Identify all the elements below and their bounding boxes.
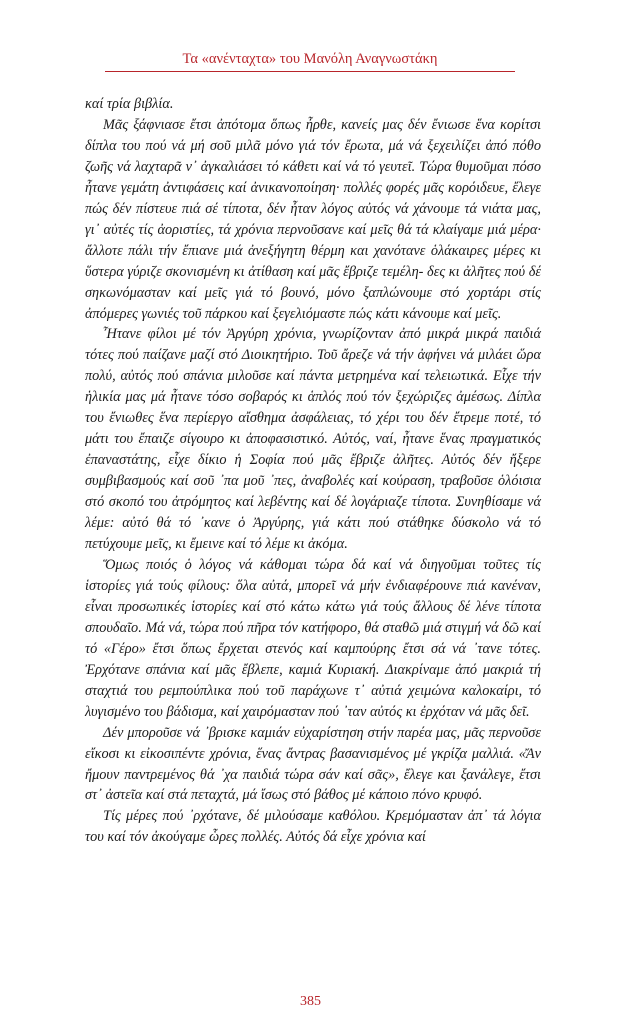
- running-title: Τα «ανένταχτα» του Μανόλη Αναγνωστάκη: [182, 51, 438, 67]
- paragraph: Ὅμως ποιός ὁ λόγος νά κάθομαι τώρα δά καί νά διηγοῦμαι τοῦτες τίς ἱστορίες γιά τούς φίλους: ὅλα αὐτά, μπορεῖ νά μήν ἐνδιαφέρουνε πιά κανέναν, εἶναι προσωπικές ἱστορίες καί στό κάτω κάτω γιά τούς ἄλλους δέ λένε τίποτα σπουδαῖο. Μά νά, τώρα πού πῆρα τόν κατήφορο, θά σταθῶ μιά στιγμή νά δῶ καί τό «Γέρο» ἔτσι ὅπως ἔρχεται στενός καί καμπούρης ἔτσι σά νά ᾽τανε τότες. Ἐρχότανε σπάνια καί μᾶς ἔβλεπε, καμιά Κυριακή. Διακρίναμε ἀπό μακριά τή σταχτιά του ρεμπούπλικα πού τοῦ παράχωνε τ᾽ αὐτιά χειμώνα καλοκαίρι, τό λυγισμένο του βάδισμα, καί χαιρόμασταν πού ᾽ταν αὐτός κι ἐρχόταν νά μᾶς δεῖ.: [85, 556, 541, 720]
- body-text: [85, 94, 541, 848]
- paragraph: Ἦτανε φίλοι μέ τόν Ἀργύρη χρόνια, γνωρίζονταν ἀπό μικρά μικρά παιδιά τότες πού παίζανε μαζί στό Διοικητήριο. Τοῦ ἄρεζε νά τήν ἀφήνει νά μιλάει ὥρα πολύ, αὐτός πού σπάνια μιλοῦσε καί πάντα μετρημένα καί τελειωτικά. Εἶχε τήν ἡλικία μας μά ἦτανε τόσο σοβαρός κι ἁπλός πού τόν ξεχώριζες ἀμέσως. Δίπλα του ἔνιωθες ἕνα περίεργο αἴσθημα ἀσφάλειας, τό χέρι του δέν ἔτρεμε ποτέ, τό μάτι του ἔπαιζε σίγουρο κι ἀποφασιστικό. Αὐτός, ναί, ἦτανε ἕνας πραγματικός ἐπαναστάτης, εἶχε δίκιο ἡ Σοφία πού μᾶς ἔβριζε ἀλῆτες. Αὐτός δέν ἤξερε συμβιβασμούς καί σοῦ ᾽πα μοῦ ᾽πες, ἀναβολές καί κούραση, τραβοῦσε ὁλόισια στό σκοπό του ἀτρόμητος καί λεβέντης καί δέ λογάριαζε τίποτα. Συνηθίσαμε νά λέμε: αὐτό θά τό ᾽κανε ὁ Ἀργύρης, γιά κάτι πού στάθηκε δύσκολο νά τό πετύχουμε μεῖς, κι ἔμεινε καί τό λέμε κι ἀκόμα.: [85, 326, 541, 553]
- header-rule: [105, 71, 515, 72]
- paragraph: Δέν μποροῦσε νά ᾽βρισκε καμιάν εὐχαρίστηση στήν παρέα μας, μᾶς περνοῦσε εἴκοσι κι εἰκοσιπέντε χρόνια, ἕνας ἄντρας βασανισμένος μέ γκρίζα μαλλιά. «Ἄν ἤμουν παντρεμένος θά ᾽χα παιδιά τώρα σάν καί σᾶς», ἔλεγε και ξανάλεγε, ἔτσι στ᾽ ἀστεῖα καί στά πεταχτά, μά ἴσως στό βάθος μέ κάποιο πόνο κρυφό.: [85, 724, 541, 804]
- paragraph: Μᾶς ξάφνιασε ἔτσι ἀπότομα ὅπως ἦρθε, κανείς μας δέν ἔνιωσε ἕνα κορίτσι δίπλα του πού νά μή σοῦ μιλᾶ μόνο γιά τόν ἔρωτα, μά νά ξεχειλίζει ἀπό πόθο ζωῆς νά λαχταρᾶ ν᾽ ἀγκαλιάσει τό κάθετι καί νά τό γευτεῖ. Τώρα θυμοῦμαι πόσο ἦτανε γεμάτη ἀντιφάσεις καί ἀνικανοποίηση· πολλές φορές μᾶς κορόιδευε, ἔλεγε πώς δέν πίστευε πιά σέ τίποτα, δέν ἦταν λόγος αὐτός νά χάνουμε τά νιάτα μας, γι᾽ αὐτές τίς ἀοριστίες, τά χρόνια περνοῦσανε καί μεῖς θά τά κλαίγαμε μιά μέρα· ἄλλοτε πάλι τήν ἔπιανε μιά ἀνεξήγητη θέρμη και χανότανε ὁλάκαιρες μέρες κι ὕστερα γύριζε σκονισμένη κι ἀτίθαση καί μᾶς ἔβριζε τεμέλη- δες κι ἀλῆτες πού δέ σηκωνόμασταν καί μεῖς γιά τό βουνό, μόνο ξαπλώνουμε στό χορτάρι στίς ἀπόμερες γωνιές τοῦ πάρκου καί ξεγελιόμαστε πώς κάτι κάνουμε καί μεῖς.: [85, 116, 541, 322]
- paragraph-continuation: καί τρία βιβλία.: [85, 96, 174, 112]
- page-number: 385: [300, 994, 321, 1009]
- paragraph: Τίς μέρες πού ᾽ρχότανε, δέ μιλούσαμε καθόλου. Κρεμόμασταν ἀπ᾽ τά λόγια του καί τόν ἀκούγαμε ὧρες πολλές. Αὐτός δά εἶχε χρόνια καί: [85, 808, 541, 846]
- running-header: [105, 50, 515, 72]
